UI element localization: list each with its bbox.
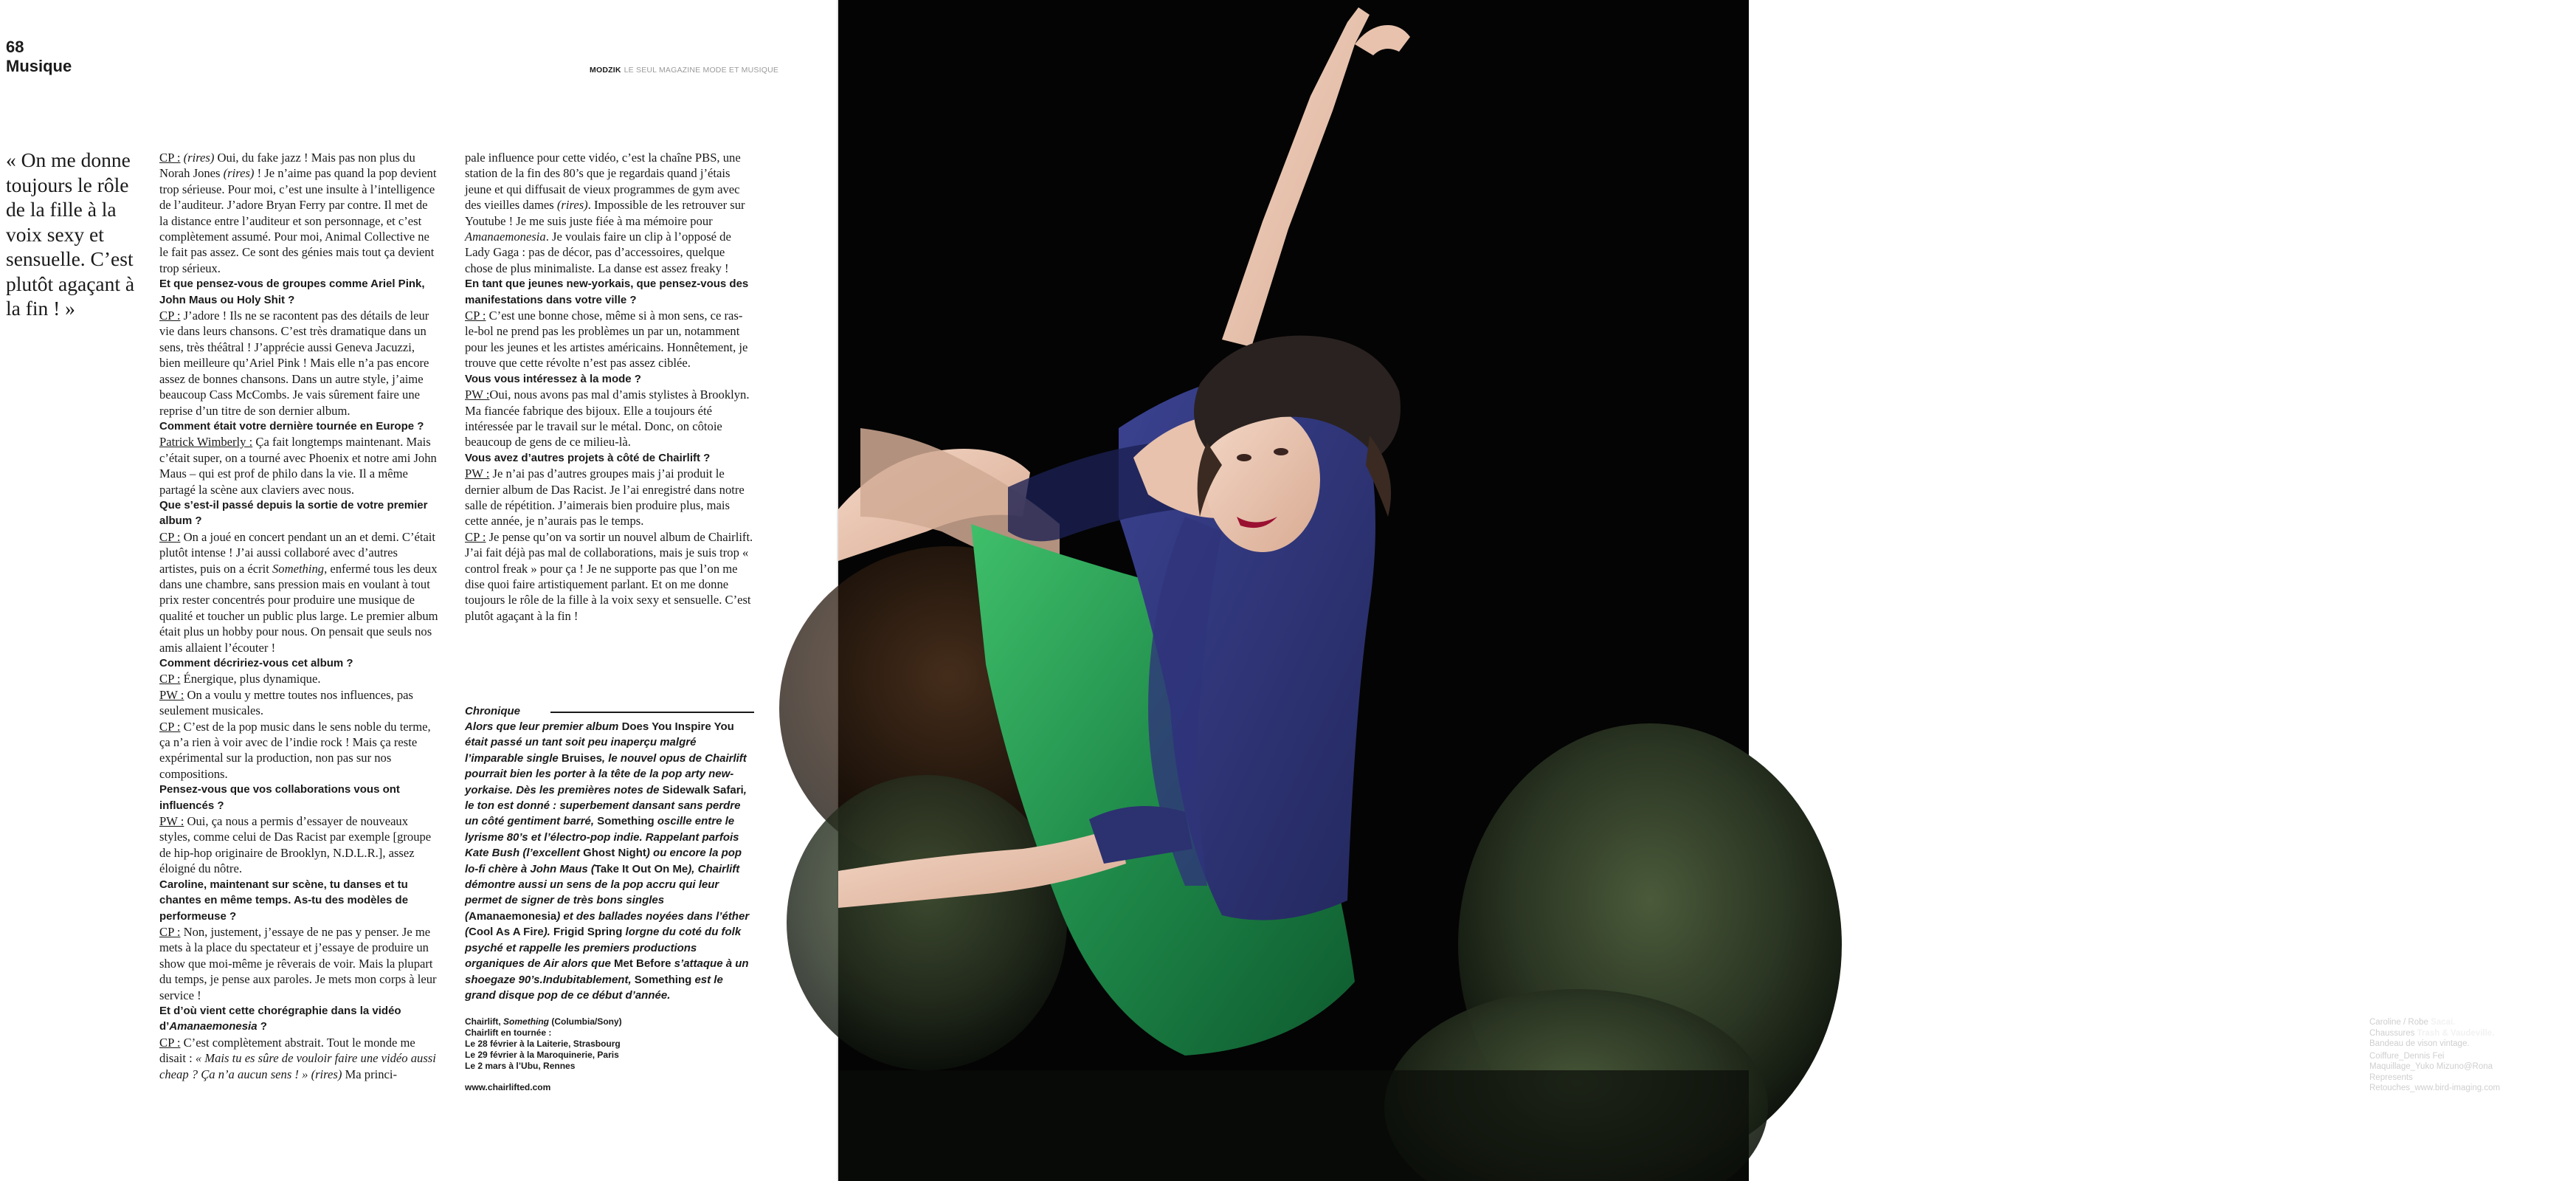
speaker-tag: CP :: [159, 924, 181, 939]
text-run: Je n’ai pas d’autres groupes mais j’ai produit le dernier album de Das Racist. Je l’ai enregistré dans notre salle de répétition. J’aimerais bien produire plus, mais cette année, je n’aurais pas le temps.: [465, 466, 745, 528]
text-run: Amanaemonesia: [465, 230, 546, 244]
ground-shape: [838, 1070, 1749, 1181]
credit-brand: Trash & Vaudeville.: [2417, 1028, 2495, 1038]
text-run: Sidewalk Safari: [662, 783, 744, 796]
interview-question: Vous avez d’autres projets à côté de Chairlift ?: [465, 451, 711, 464]
album-line: [465, 1016, 754, 1027]
text-run: Alors que leur premier album: [465, 720, 622, 733]
interview-question: Que s’est-il passé depuis la sortie de votre premier album ?: [159, 498, 428, 528]
album-title: Something: [503, 1016, 550, 1027]
text-run: pale influence pour cette vidéo, c’est la chaîne PBS, une station de la fin des 80’s que je regardais quand j’étais jeune et qui diffusait de vieux programmes de gym avec des vieilles dames: [465, 151, 741, 213]
left-page: [0, 0, 837, 1181]
text-run: Something: [634, 973, 692, 986]
text-run: On a voulu y mettre toutes nos influences, pas seulement musicales.: [159, 687, 413, 718]
answer-paragraph: [159, 1035, 438, 1082]
text-run: Non, justement, j’essaye de ne pas y penser. Je me mets à la place du spectateur et j’essaye de produire un show que moi-même je rêverais de voir. Mais la plupart du temps, je pense aux paroles. Je mets mon corps à leur service !: [159, 924, 437, 1002]
text-run: Ma princi-: [342, 1067, 398, 1081]
answer-paragraph: [465, 387, 754, 450]
chronique-body: [465, 719, 754, 1003]
interview-question: Comment était votre dernière tournée en Europe ?: [159, 419, 424, 433]
text-run: Cool As A Fire: [469, 926, 544, 939]
photo-credits: [2369, 1017, 2576, 1094]
credit-line: Bandeau de vison vintage.: [2369, 1039, 2470, 1048]
text-run: s’attaque à un shoegaze 90’s.Indubitablement,: [465, 957, 749, 986]
eye: [1274, 448, 1288, 455]
text-run: Does You Inspire You: [621, 720, 734, 733]
speaker-tag: PW :: [465, 388, 490, 402]
answer-paragraph: [159, 150, 438, 276]
text-run: Oui, du fake jazz ! Mais pas non plus du Norah Jones: [159, 151, 415, 181]
magazine-tagline: LE SEUL MAGAZINE MODE ET MUSIQUE: [624, 66, 779, 75]
speaker-tag: CP :: [159, 1035, 181, 1050]
answer-paragraph: [465, 308, 754, 371]
text-run: Oui, ça nous a permis d’essayer de nouveaux styles, comme celui de Das Racist par exemple [groupe de hip-hop originaire de Brooklyn, N.D.L.R.], assez éloigné du nôtre.: [159, 814, 432, 876]
album-artist: Chairlift,: [465, 1016, 504, 1027]
credit-text: Chaussures: [2369, 1028, 2417, 1038]
speaker-tag: Patrick Wimberly :: [159, 435, 253, 450]
website-link[interactable]: www.chairlifted.com: [465, 1082, 551, 1092]
interview-question: Vous vous intéressez à la mode ?: [465, 372, 641, 385]
chronique-label: Chronique: [465, 705, 520, 717]
text-run: Je pense qu’on va sortir un nouvel album de Chairlift. J’ai fait déjà pas mal de collaborations, mais je suis trop « control freak » pour ça ! Je ne supporte pas que l’on me dise quoi faire artistiquement parlant. Et on me donne toujours le rôle de la fille à la voix sexy et sensuelle. C’est plutôt agaçant à la fin !: [465, 529, 753, 623]
page-number: 68: [6, 38, 24, 56]
interview-question: Comment décririez-vous cet album ?: [159, 657, 353, 669]
pull-quote: « On me donne toujours le rôle de la fille à la voix sexy et sensuelle. C’est plutôt agaçant à la fin ! »: [6, 148, 135, 320]
text-run: (rires): [223, 166, 255, 181]
text-run: ) et des ballades noyées dans l’éther (: [465, 909, 750, 939]
text-run: Énergique, plus dynamique.: [180, 672, 321, 686]
answer-paragraph: [159, 308, 438, 419]
answer-paragraph: [159, 671, 438, 686]
answer-paragraph: [159, 434, 438, 497]
text-run: (rires): [311, 1067, 342, 1081]
speaker-tag: CP :: [159, 309, 181, 323]
tour-heading: Chairlift en tournée :: [465, 1027, 552, 1038]
photo-illustration: [838, 0, 1749, 1181]
interview-question: Pensez-vous que vos collaborations vous ont influencés ?: [159, 783, 400, 812]
text-run: Something: [272, 561, 325, 576]
album-label: (Columbia/Sony): [549, 1016, 622, 1027]
text-run: lorgne du coté du folk psyché et rappelle les premiers productions organiques de Air alors que: [465, 926, 742, 971]
text-run: , le nouvel opus de Chairlift pourrait bien les porter à la tête de la pop arty new-yorkaise. Dès les premières notes de: [465, 751, 747, 796]
text-run: (rires): [180, 151, 215, 165]
text-run: Oui, nous avons pas mal d’amis stylistes à Brooklyn. Ma fiancée fabrique des bijoux. Elle a toujours été intéressée par le travail sur le métal. Donc, on côtoie beaucoup de gens de ce milieu-là.: [465, 388, 750, 450]
text-run: Take It Out On Me: [594, 862, 688, 875]
text-run: était passé un tant soit peu inaperçu malgré l’imparable single: [465, 736, 697, 765]
text-run: ), Chairlift démontre aussi un sens de la pop accru qui leur permet de signer de très bons singles (: [465, 862, 740, 923]
tour-date: Le 2 mars à l’Ubu, Rennes: [465, 1061, 576, 1071]
album-credits: [465, 1016, 754, 1093]
bush-shape: [787, 775, 1067, 1070]
text-run: ).: [543, 926, 554, 939]
tour-date: Le 28 février à la Laiterie, Strasbourg: [465, 1039, 621, 1049]
chronique-rule: [550, 712, 754, 713]
speaker-tag: CP :: [465, 309, 486, 323]
fashion-photo: [838, 0, 2501, 1181]
credit-line: [2369, 1028, 2576, 1039]
answer-paragraph: [159, 687, 438, 719]
credit-line: [2369, 1017, 2576, 1028]
text-run: , le ton est donné : superbement dansant sans perdre un côté gentiment barré,: [465, 783, 747, 828]
tour-date: Le 29 février à la Maroquinerie, Paris: [465, 1050, 619, 1060]
text-run: . Impossible de les retrouver sur Youtube ! Je me suis juste fiée à ma mémoire pour: [465, 198, 745, 228]
chronique-header: [465, 704, 754, 719]
answer-paragraph: [159, 719, 438, 782]
answer-paragraph: [159, 924, 438, 1003]
speaker-tag: CP :: [159, 151, 181, 165]
answer-paragraph: [465, 529, 754, 624]
credit-line: Retouches_www.bird-imaging.com: [2369, 1084, 2501, 1092]
masthead: [590, 66, 778, 75]
text-run: Frigid Spring: [553, 926, 623, 939]
interview-question: Caroline, maintenant sur scène, tu danses et tu chantes en même temps. As-tu des modèles de performeuse ?: [159, 878, 409, 923]
credit-line: Coiffure_Dennis Fei: [2369, 1051, 2445, 1061]
text-run: oscille entre le lyrisme 80’s et l’électro-pop indie. Rappelant parfois Kate Bush (l’excellent: [465, 815, 739, 860]
text-run: « Mais tu es sûre de vouloir faire une vidéo aussi cheap ? Ça n’a aucun sens ! »: [159, 1051, 436, 1081]
text-run: Bruises: [561, 751, 602, 765]
speaker-tag: PW :: [465, 466, 490, 481]
text-run: C’est complètement abstrait. Tout le monde me disait :: [159, 1035, 415, 1066]
chronique-box: [465, 704, 754, 1003]
interview-question: Et que pensez-vous de groupes comme Ariel Pink, John Maus ou Holy Shit ?: [159, 278, 425, 306]
text-run: C’est de la pop music dans le sens noble du terme, ça n’a rien à voir avec de l’indie rock ! Mais ça reste expérimental sur la production, non pas sur nos compositions.: [159, 719, 431, 781]
eye: [1237, 454, 1251, 461]
question-end: ?: [257, 1020, 267, 1033]
article-column-1: [159, 150, 438, 1082]
text-run: ! Je n’aime pas quand la pop devient trop sérieuse. Pour moi, c’est une insulte à l’intelligence de l’auditeur. J’adore Bryan Ferry par contre. Il met de la distance entre l’auditeur et son personnage, et c’est complètement assumé. Pour moi, Animal Collective ne le fait pas assez. Ce sont des génies mais tout ça devient trop sérieux.: [159, 166, 437, 275]
text-run: C’est une bonne chose, même si à mon sens, ce ras-le-bol ne prend pas les problèmes un par un, notamment pour les jeunes et les artistes américains. Honnêtement, je trouve que cette révolte n’est pas assez ciblée.: [465, 309, 748, 371]
answer-paragraph: [465, 466, 754, 529]
text-run: (rires): [556, 198, 588, 213]
text-run: est le grand disque pop de ce début d’année.: [465, 973, 723, 1002]
answer-paragraph: [159, 813, 438, 877]
speaker-tag: CP :: [159, 719, 181, 734]
speaker-tag: CP :: [465, 529, 486, 544]
speaker-tag: PW :: [159, 814, 184, 829]
credit-line: Represents: [2369, 1072, 2413, 1082]
text-run: Amanaemonesia: [469, 909, 557, 923]
answer-paragraph: [159, 529, 438, 655]
speaker-tag: PW :: [159, 687, 184, 702]
credit-text: Caroline / Robe: [2369, 1018, 2431, 1027]
text-run: Met Before: [614, 957, 671, 971]
text-run: Ça fait longtemps maintenant. Mais c’était super, on a tourné avec Phoenix et notre ami John Maus – qui est prof de philo dans la vie. Il a même partagé la scène aux claviers avec nous.: [159, 435, 437, 497]
text-run: ) ou encore la pop lo-fi chère à John Maus (: [465, 847, 742, 875]
text-run: Something: [597, 815, 655, 828]
article-column-2: [465, 150, 754, 624]
section-title: Musique: [6, 57, 72, 75]
text-run: On a joué en concert pendant un an et demi. C’était plutôt intense ! J’ai aussi collaboré avec d’autres artistes, puis on a écrit: [159, 529, 436, 576]
magazine-name: MODZIK: [590, 66, 621, 75]
interview-question: En tant que jeunes new-yorkais, que pensez-vous des manifestations dans votre ville ?: [465, 278, 749, 306]
text-run: Ghost Night: [583, 847, 646, 860]
question-title: Amanaemonesia: [169, 1020, 258, 1033]
text-run: . Je voulais faire un clip à l’opposé de Lady Gaga : pas de décor, pas d’accessoires, quelque chose de plus minimaliste. La danse est assez freaky !: [465, 230, 731, 275]
speaker-tag: CP :: [159, 529, 181, 544]
speaker-tag: CP :: [159, 672, 181, 686]
interview-question: [159, 1003, 438, 1035]
question-text: Et d’où vient cette chorégraphie dans la vidéo d’: [159, 1004, 401, 1033]
text-run: J’adore ! Ils ne se racontent pas des détails de leur vie dans leurs chansons. C’est très dramatique dans un sens, très théâtral ! J’apprécie aussi Geneva Jacuzzi, bien meilleure qu’Ariel Pink ! Mais elle n’a pas encore assez de bonnes chansons. Dans un autre style, j’aime beaucoup Cass McCombs. Je vais sûrement faire une reprise d’un titre de son dernier album.: [159, 309, 429, 418]
credit-brand: Sacai.: [2431, 1018, 2456, 1027]
text-run: , enfermé tous les deux dans une chambre, sans pression mais en voulant à tout prix rester concentrés pour produire une musique de qualité et toucher un public plus large. Le premier album était plus un hobby pour nous. On pensait que seuls nos amis allaient l’écouter !: [159, 561, 438, 655]
answer-paragraph: [465, 150, 754, 276]
credit-line: Maquillage_Yuko Mizuno@Rona: [2369, 1062, 2493, 1071]
